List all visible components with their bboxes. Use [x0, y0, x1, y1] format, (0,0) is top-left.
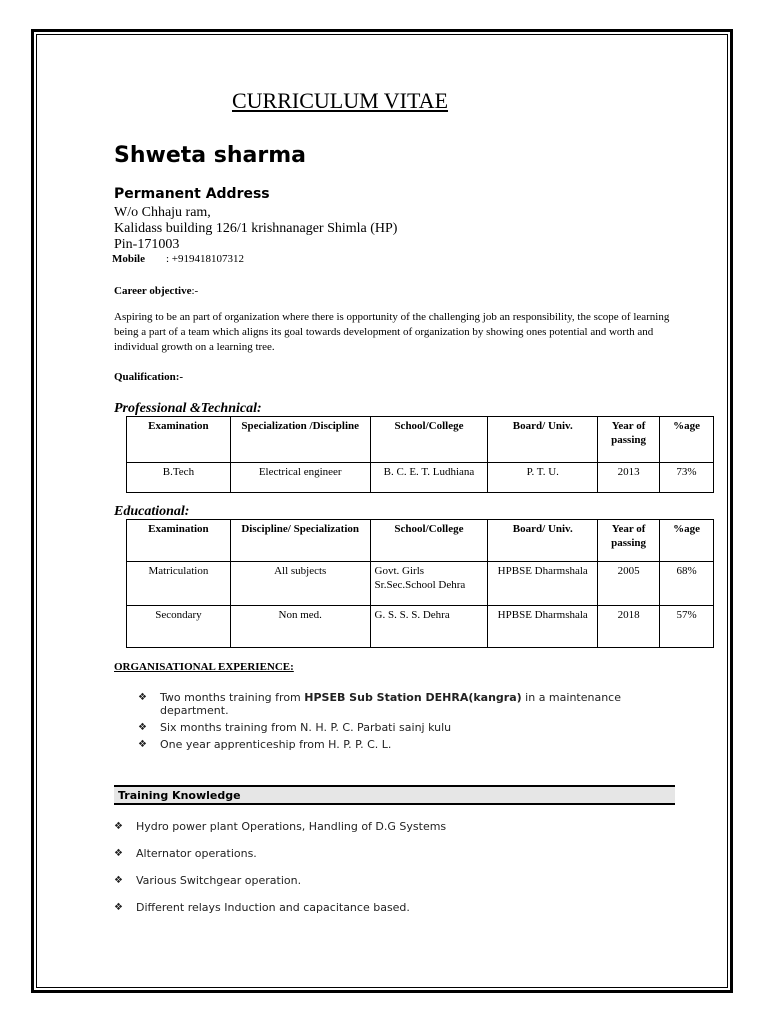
address-line-3: Pin-171003 — [114, 237, 180, 252]
training-item: Hydro power plant Operations, Handling of D.G Systems — [136, 820, 447, 833]
header-percentage: %age — [660, 520, 714, 562]
diamond-bullet-icon: ❖ — [138, 692, 147, 703]
list-item — [138, 721, 678, 734]
training-item: Various Switchgear operation. — [136, 874, 302, 887]
header-school: School/College — [370, 417, 488, 463]
experience-item-1-post: in a maintenance department. — [160, 691, 621, 717]
training-list — [114, 820, 674, 914]
training-knowledge-heading: Training Knowledge — [118, 789, 241, 802]
diamond-bullet-icon: ❖ — [114, 875, 123, 886]
cell-year: 2005 — [598, 562, 660, 606]
experience-item-2: Six months training from N. H. P. C. Parbati sainj kulu — [160, 721, 452, 734]
cell-percentage: 68% — [660, 562, 714, 606]
cell-specialization: Electrical engineer — [230, 463, 370, 493]
header-year: Year of passing — [598, 417, 660, 463]
cell-examination: Matriculation — [127, 562, 231, 606]
diamond-bullet-icon: ❖ — [138, 722, 147, 733]
list-item — [114, 847, 674, 860]
training-item: Different relays Induction and capacitance based. — [136, 901, 410, 914]
experience-item-1-bold: HPSEB Sub Station DEHRA(kangra) — [304, 691, 522, 704]
cell-examination: Secondary — [127, 606, 231, 648]
cell-examination: B.Tech — [127, 463, 231, 493]
cell-percentage: 73% — [660, 463, 714, 493]
cell-board: P. T. U. — [488, 463, 598, 493]
header-board: Board/ Univ. — [488, 417, 598, 463]
experience-item-3: One year apprenticeship from H. P. P. C. L. — [160, 738, 392, 751]
header-examination: Examination — [127, 520, 231, 562]
experience-item-1-pre: Two months training from — [160, 691, 305, 704]
table-row — [127, 463, 714, 493]
cell-percentage: 57% — [660, 606, 714, 648]
educational-table — [126, 519, 714, 648]
educational-heading: Educational: — [114, 504, 190, 519]
cell-year: 2013 — [598, 463, 660, 493]
list-item — [138, 691, 678, 717]
diamond-bullet-icon: ❖ — [138, 739, 147, 750]
cell-discipline: All subjects — [230, 562, 370, 606]
mobile-label: Mobile — [112, 253, 145, 265]
mobile-value: : +919418107312 — [166, 253, 245, 265]
diamond-bullet-icon: ❖ — [114, 848, 123, 859]
career-objective-title: Career objective — [114, 285, 192, 297]
address-line-2: Kalidass building 126/1 krishnanager Shimla (HP) — [114, 221, 398, 236]
career-objective-suffix: :- — [191, 285, 199, 297]
professional-heading: Professional &Technical: — [114, 401, 262, 416]
list-item — [138, 738, 678, 751]
professional-table — [126, 416, 714, 493]
cell-discipline: Non med. — [230, 606, 370, 648]
cell-board: HPBSE Dharmshala — [488, 606, 598, 648]
header-board: Board/ Univ. — [488, 520, 598, 562]
career-objective-label — [114, 285, 198, 297]
header-specialization: Specialization /Discipline — [230, 417, 370, 463]
address-line-1: W/o Chhaju ram, — [114, 205, 211, 220]
cell-board: HPBSE Dharmshala — [488, 562, 598, 606]
qualification-label: Qualification:- — [114, 371, 184, 383]
diamond-bullet-icon: ❖ — [114, 902, 123, 913]
diamond-bullet-icon: ❖ — [114, 821, 123, 832]
header-discipline: Discipline/ Specialization — [230, 520, 370, 562]
table-row — [127, 562, 714, 606]
list-item — [114, 874, 674, 887]
table-row — [127, 606, 714, 648]
header-examination: Examination — [127, 417, 231, 463]
candidate-name: Shweta sharma — [114, 143, 306, 168]
list-item — [114, 820, 674, 833]
training-item: Alternator operations. — [136, 847, 257, 860]
header-percentage: %age — [660, 417, 714, 463]
header-school: School/College — [370, 520, 488, 562]
experience-heading: ORGANISATIONAL EXPERIENCE: — [114, 661, 294, 673]
cell-school: G. S. S. S. Dehra — [370, 606, 488, 648]
table-header-row — [127, 417, 714, 463]
cell-school: Govt. Girls Sr.Sec.School Dehra — [370, 562, 488, 606]
cell-school: B. C. E. T. Ludhiana — [370, 463, 488, 493]
header-year: Year of passing — [598, 520, 660, 562]
training-knowledge-bar — [114, 785, 675, 805]
table-header-row — [127, 520, 714, 562]
career-objective-text: Aspiring to be an part of organization where there is opportunity of the challenging job an responsibility, the scope of learning being a part of a team which aligns its goal towards development of organization by showing ones potential and worth and individual growth on a learning tree. — [114, 311, 670, 353]
list-item — [114, 901, 674, 914]
cell-year: 2018 — [598, 606, 660, 648]
address-label: Permanent Address — [114, 186, 270, 202]
experience-list — [138, 691, 678, 751]
page-title: CURRICULUM VITAE — [232, 88, 449, 113]
